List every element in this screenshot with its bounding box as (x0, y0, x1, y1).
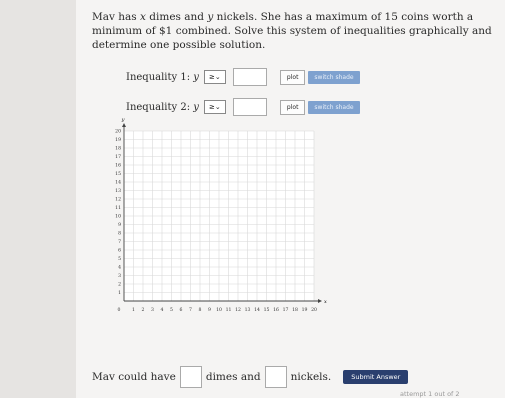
inequality-1-operator-value: ≥ (209, 73, 215, 81)
y-tick-label: 11 (115, 206, 121, 212)
inequality-1-operator-select[interactable] (204, 70, 226, 84)
y-tick-label: 2 (118, 282, 121, 288)
x-tick-label: 13 (244, 308, 251, 313)
answer-suffix: nickels. (290, 371, 332, 383)
x-tick-label: 15 (263, 308, 270, 313)
y-tick-label: 20 (115, 129, 121, 135)
inequality-2-operator-select[interactable] (204, 100, 226, 114)
inequality-1-label: Inequality 1: 𝑦 (126, 71, 199, 83)
nickels-input[interactable] (265, 366, 287, 388)
y-tick-label: 13 (115, 189, 121, 195)
x-tick-label: 9 (208, 308, 211, 313)
y-tick-label: 14 (115, 180, 121, 186)
y-tick-label: 12 (115, 197, 121, 203)
y-tick-label: 5 (118, 257, 121, 263)
x-tick-label: 10 (216, 308, 222, 313)
y-axis-arrow-icon (122, 123, 126, 127)
chevron-down-icon: ⌄ (214, 73, 221, 81)
y-tick-label: 1 (118, 291, 121, 297)
answer-row (92, 366, 408, 388)
attempt-counter: attempt 1 out of 2 (400, 390, 460, 398)
answer-middle: dimes and (205, 371, 261, 383)
x-tick-label: 4 (160, 308, 164, 313)
y-tick-label: 16 (115, 163, 121, 169)
x-tick-label: 6 (179, 308, 183, 313)
x-tick-label: 16 (273, 308, 279, 313)
inequality-2-plot-button[interactable]: plot (280, 100, 306, 115)
y-tick-label: 15 (115, 172, 121, 178)
inequality-1-plot-button[interactable]: plot (280, 70, 306, 85)
y-tick-label: 6 (118, 248, 121, 254)
chevron-down-icon: ⌄ (214, 103, 221, 111)
x-tick-label: 18 (292, 308, 298, 313)
inequality-2-switch-shade-button[interactable]: switch shade (308, 101, 359, 114)
coordinate-grid-graph[interactable] (112, 113, 327, 319)
x-tick-label: 11 (225, 308, 232, 313)
x-tick-label: 12 (235, 308, 241, 313)
x-axis-label: x (324, 299, 327, 305)
y-axis-label: y (121, 117, 125, 123)
inequality-1-row (126, 68, 360, 86)
y-tick-label: 7 (118, 240, 121, 246)
x-tick-label: 2 (141, 308, 145, 313)
x-tick-label: 8 (198, 308, 202, 313)
inequality-1-input[interactable] (233, 68, 267, 86)
inequality-2-operator-value: ≥ (209, 103, 215, 111)
x-axis-arrow-icon (318, 299, 322, 303)
y-tick-label: 8 (118, 231, 121, 237)
y-tick-label: 9 (118, 223, 121, 229)
x-tick-label: 17 (282, 308, 289, 313)
x-tick-label: 7 (189, 308, 192, 313)
x-tick-label: 14 (254, 308, 260, 313)
dimes-input[interactable] (180, 366, 202, 388)
x-tick-label: 3 (151, 308, 154, 313)
x-tick-label: 1 (132, 308, 135, 313)
y-tick-label: 17 (115, 155, 121, 161)
x-tick-label: 5 (170, 308, 173, 313)
y-tick-label: 10 (115, 214, 121, 220)
y-tick-label: 3 (118, 274, 121, 280)
y-tick-label: 4 (118, 265, 121, 271)
origin-label: 0 (117, 308, 121, 313)
problem-text: Mav has 𝑥 dimes and 𝑦 nickels. She has a maximum of 15 coins worth a minimum of $1 combined. Solve this system of inequalities graphically and determine one possible solution. (92, 11, 492, 51)
inequality-2-label: Inequality 2: 𝑦 (126, 101, 199, 113)
answer-prefix: Mav could have (92, 371, 176, 383)
submit-answer-button[interactable]: Submit Answer (343, 370, 408, 384)
y-tick-label: 18 (115, 146, 121, 152)
y-tick-label: 19 (115, 138, 121, 144)
inequality-1-switch-shade-button[interactable]: switch shade (308, 71, 359, 84)
x-tick-label: 20 (311, 308, 317, 313)
x-tick-label: 19 (301, 308, 308, 313)
